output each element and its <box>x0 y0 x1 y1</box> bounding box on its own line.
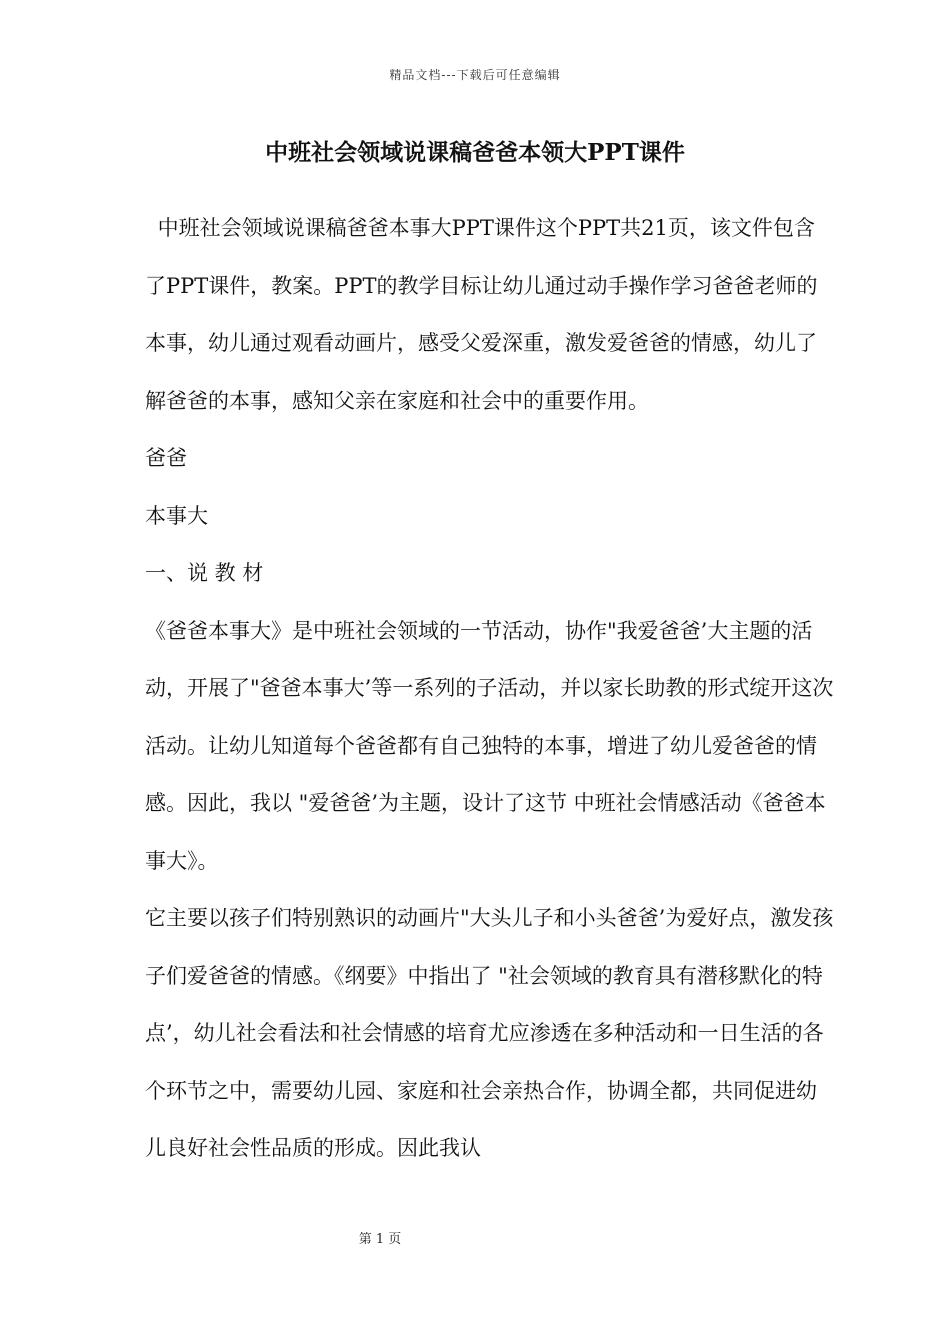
section-heading-teaching-material: 一、说 教 材 <box>145 561 264 585</box>
page-header: 精品文档---下载后可任意编辑 <box>389 68 561 82</box>
paragraph-guidelines: 它主要以孩子们特别熟识的动画片"大头儿子和小头爸爸’为爱好点，激发孩子们爱爸爸的情感。《纲要》中指出了 "社会领域的教育具有潜移默化的特点’，幼儿社会看法和社会情感的培育尤应渗透在多种活动和一日生活的各个环节之中，需要幼儿园、家庭和社会亲热合作，协调全都，共同促进幼儿良好社会性品质的形成。因此我认 <box>145 906 834 1160</box>
intro-paragraph: 中班社会领域说课稿爸爸本事大PPT课件这个PPT共21页，该文件包含了PPT课件，教案。PPT的教学目标让幼儿通过动手操作学习爸爸老师的本事，幼儿通过观看动画片，感受父爱深重，激发爱爸爸的情感，幼儿了解爸爸的本事，感知父亲在家庭和社会中的重要作用。 <box>145 216 818 413</box>
document-title: 中班社会领域说课稿爸爸本领大PPT课件 <box>265 139 685 166</box>
line-baba: 爸爸 <box>145 446 187 470</box>
paragraph-activity-description: 《爸爸本事大》是中班社会领域的一节活动，协作"我爱爸爸’大主题的活动，开展了"爸爸本事大’等一系列的子活动，并以家长助教的形式绽开这次活动。让幼儿知道每个爸爸都有自己独特的本事，增进了幼儿爱爸爸的情感。因此，我以 "爱爸爸’为主题，设计了这节 中班社会情感活动《爸爸本事大》。 <box>145 618 834 873</box>
page-number: 第 1 页 <box>358 1232 402 1247</box>
line-benshida: 本事大 <box>145 503 208 528</box>
document-body <box>145 200 835 1178</box>
